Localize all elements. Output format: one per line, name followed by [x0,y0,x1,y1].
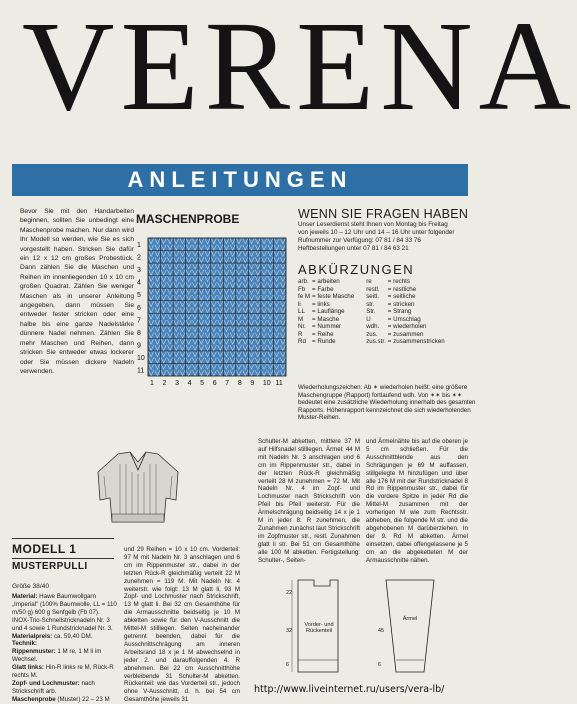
measure-label: 45 [378,628,384,634]
abbreviation-cell: arb. [298,278,309,285]
abbreviation-cell: li [298,300,301,308]
materials-paragraph: Zopf- und Lochmuster: nach Strickschrift arb. [12,679,95,695]
row-number: 3 [137,267,141,275]
row-number: 11 [137,367,145,375]
measure-label: 32 [286,628,292,634]
column-number: 1 [150,380,154,387]
abbreviation-cell: re [366,278,372,285]
materials-column [12,593,118,704]
questions-line: Unser Leserdienst steht Ihnen von Montag bis Freitag [298,221,448,228]
abbreviation-cell: = Masche [312,315,340,323]
questions-line: Rufnummer zur Verfügung: 07 81 / 84 33 76 [298,237,421,244]
abbreviation-cell: fe M [298,293,311,301]
abbreviation-cell: = links [312,300,330,308]
column-number: 11 [275,380,283,387]
abbreviation-cell: R [298,330,303,338]
abbreviation-cell: = stricken [387,300,415,308]
abbreviation-cell: zus.str. [366,338,386,346]
abbreviation-cell: = Runde [312,338,336,346]
row-number: 9 [137,342,141,350]
abbreviation-row [298,278,447,286]
materials-paragraph: Technik: [12,640,37,648]
row-number: 4 [137,279,141,287]
abbreviation-cell: U [366,315,371,323]
questions-line: von jeweils 10 – 12 Uhr und 14 – 16 Uhr unter folgender [298,229,455,236]
abbreviation-row [298,301,447,309]
questions-line: Heftbestellungen unter 07 81 / 84 63 21 [298,245,409,252]
materials-paragraph: Maschenprobe (Muster) 22 – 23 M [12,695,110,703]
sleeve-schematic [378,576,438,676]
materials-paragraph: Glatt links: Hin-R links re M, Rück-R rechts M. [12,664,114,680]
abbreviation-cell: M [298,315,304,323]
column-number: 6 [212,380,217,387]
sleeve-label: Ärmel [402,616,418,622]
model-heading [12,538,114,572]
abbreviation-row [298,316,447,324]
maschenprobe-title: MASCHENPROBE [136,212,240,226]
intro-text: Bevor Sie mit den Handarbeiten beginnen, sollten Sie unbedingt eine Maschenprobe machen. Nur dann wird Ihr Modell so werden, wie Sie es sich vorgestellt haben. Stricken Sie dafür ein 12 x 12 cm großes Probestück. Dann zählen Sie die Maschen und Reihen im innenliegenden 10 x 10 cm großen Quadrat. Zählen Sie weniger Maschen als in unserer Anleitung angegeben, dann müssen Sie entweder fester stricken oder eine halbe bis eine ganze Nadelstärke dünnere Nadel nehmen. Zählen Sie mehr Maschen und Reihen, dann stricken Sie entweder etwas lockerer oder Sie müssen dickere Nadeln verwenden. [20,208,134,375]
abbreviation-cell: Nr. [298,323,306,331]
magazine-logo: VERENA [22,0,577,137]
abbreviation-cell: = Umschlag [387,315,421,323]
column-number: 4 [187,380,192,387]
abbreviation-cell: Str. [366,308,376,316]
row-number: 8 [137,329,141,337]
abbreviation-cell: = zusammen [387,330,424,338]
abbreviation-cell: Rd [298,338,306,346]
abbreviation-cell: str. [366,300,375,308]
abbreviation-cell: = Farbe [312,285,334,293]
abbreviation-row [298,323,447,331]
questions-title: WENN SIE FRAGEN HABEN [298,207,469,221]
model-subtitle: MUSTERPULLI [12,558,114,572]
row-number: 7 [137,317,141,325]
abbreviation-cell: = rechts [387,278,410,285]
section-banner: ANLEITUNGEN [12,164,468,196]
gauge-grid [136,238,286,388]
column-number: 9 [250,380,255,387]
abbreviation-row [298,338,447,346]
abbreviation-cell: = seitliche [387,293,416,301]
abbreviation-cell: = arbeiten [312,278,340,285]
abbreviation-cell: restl. [366,285,380,293]
materials-paragraph: Rippenmuster: 1 M re, 1 M li im Wechsel. [12,648,102,664]
gauge-swatch [136,238,286,388]
materials-paragraph: Materialpreis: ca. 59,40 DM. [12,632,93,640]
materials-paragraph: Material: Hawe Baumwollgarn „Imperial" (100% Baumwolle, LL = 110 m/50 g) 600 g Senfgelb (Fb 07). INOX-Trio-Schnellstricknadeln Nr. 3 und 4 sowie 1 Rundstricknadel Nr. 3. [12,593,117,632]
watermark-url: http://www.liveinternet.ru/users/vera-lb/ [254,684,445,695]
measure-label: 6 [286,662,289,668]
column-number: 7 [225,380,230,387]
model-title: MODELL 1 [12,542,77,556]
abbreviation-row [298,293,447,301]
questions-box [298,207,478,253]
abbreviations-table [298,278,480,346]
abbreviations-title: ABKÜRZUNGEN [298,262,415,277]
abbreviation-cell: = Lauflänge [312,308,345,316]
column-number: 10 [262,380,271,387]
abbreviations-footer: Wiederholungszeichen: Ab ✶ wiederholen heißt: eine größere Maschengruppe (Rapport) fortlaufend wdh. Von ✶✶ bis ✶✶ bedeutet eine zusätzliche Wiederholung innerhalb des gesamten Rapports. Höhenrapport kennzeichnet die sich wiederholenden Muster-Reihen. [298,384,476,422]
abbreviation-cell: = Nummer [312,323,342,331]
front-back-label: Vorder- und Rückenteil [304,622,334,634]
instructions-column-4: und Ärmelnähte bis auf die oberen je 5 cm schließen. Für die Ausschnittblende aus den Schrägungen je 69 M auffassen, stillgelegte M hinzufügen und über alle 176 M mit der Rundstricknadel 8 Rd im Rippenmuster str., dabei für die vordere Spitze in jeder Rd die Mittel-M zusammen mit der vorherigen M wie zum Rechtsstr. abheben, die folgende M str. und die abgehobenen M darüberziehen. In der 9. Rd M abketten. Ärmel einsetzen, dabei offengelassene je 5 cm an die abgeketteten M der Armausschnitte nähen. [366,438,468,564]
abbreviation-row [298,331,447,339]
measure-label: 22 [286,590,292,596]
abbreviation-cell: = Reihe [312,330,334,338]
abbreviation-cell: wdh. [366,323,380,331]
abbreviation-cell: = restliche [387,285,417,293]
column-number: 5 [200,380,205,387]
abbreviation-cell: = Strang [387,308,412,316]
column-number: 8 [237,380,242,387]
instructions-column-2: und 29 Reihen = 10 x 10 cm. Vorderteil: 97 M mit Nadeln Nr. 3 anschlagen und 6 cm im Rippenmuster str., dabei in der letzten Rück-R gleichmäßig verteilt 22 M zunehmen = 119 M. Mit Nadeln Nr. 4 weiterstr. wie folgt: 13 M glatt li, 93 M Zopf- und Lochmuster nach Strickschrift, 13 M glatt li. Bei 32 cm Gesamthöhe für die Armausschnitte beidseitig je 10 M abketten sowie für den V-Ausschnitt die Mittel-M stilllegen. Seiten nacheinander getrennt beenden, dabei für die Ausschnittschrägung am inneren Arbeitsrand 18 x je 1 M abwechselnd in jeder 2. und darauffolgenden 4. R abnehmen. Bei 22 cm Ausschnitthöhe verbleibende 31 Schulter-M abketten. Rückenteil: wie das Vorderteil str., jedoch ohne V-Ausschnitt, d. h. bei 54 cm Gesamthöhe jeweils 31 [124,546,240,704]
swatch-fill [148,238,286,376]
abbreviation-cell: LL [298,308,305,316]
instructions-column-3: Schulter-M abketten, mittlere 37 M auf Hilfsnadel stilllegen. Ärmel: 44 M mit Nadeln Nr. 3 anschlagen und 6 cm im Rippenmuster str., dabei in der letzten Rück-R gleichmäßig verteilt 28 M zunehmen = 72 M. Mit Nadeln Nr. 4 im Zopf- und Lochmuster nach Strickschrift von Pfeil bis Pfeil weiterstr. Für die Ärmelschrägung beidseitig 14 x je 1 M in jeder 8. R zunehmen, die Zunahmen zunächst laut Strickschrift im Zopfmuster str., restl. Zunahmen glatt li str. Bei 51 cm Gesamthöhe alle 100 M abketten. Fertigstellung: Schulter-, Seiten- [258,438,360,564]
sweater-illustration [96,450,180,526]
column-number: 3 [175,380,179,387]
abbreviation-cell: = wiederholen [387,323,427,331]
front-back-schematic [286,576,342,676]
column-number: 2 [162,380,167,387]
row-number: 6 [137,304,141,312]
abbreviation-row [298,308,447,316]
abbreviation-cell: Fb [298,285,306,293]
abbreviation-row [298,286,447,294]
abbreviation-cell: = feste Masche [312,293,355,301]
row-number: 1 [137,242,141,250]
size-label: Größe 38/40 [12,583,50,590]
measure-label: 6 [378,662,381,668]
row-number: 5 [137,292,141,300]
row-number: 2 [137,254,141,262]
abbreviation-cell: zus. [366,330,378,338]
row-number: 10 [137,354,145,362]
abbreviation-cell: = zusammenstricken [387,338,445,346]
abbreviation-cell: seitl. [366,293,379,301]
